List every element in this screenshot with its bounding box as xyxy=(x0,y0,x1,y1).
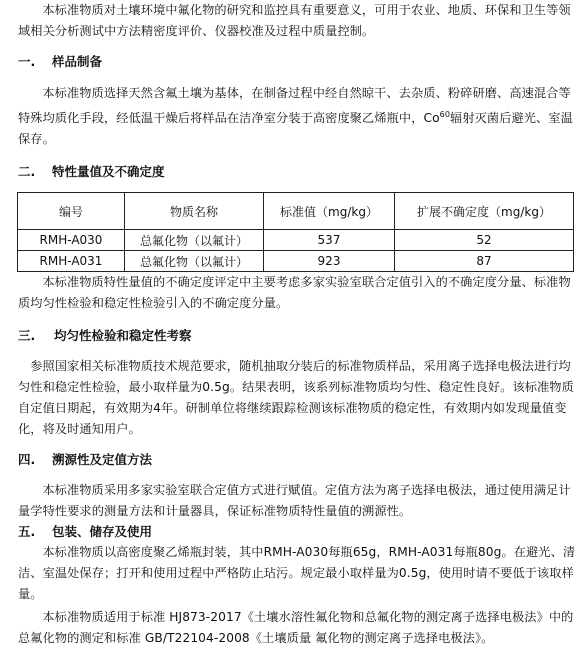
table-cell: 923 xyxy=(264,251,395,272)
section-number: 二. xyxy=(18,164,36,180)
section-heading-2 xyxy=(18,162,578,182)
table-cell: RMH-A031 xyxy=(18,251,125,272)
table-cell: 87 xyxy=(395,251,574,272)
table-header: 物质名称 xyxy=(125,193,264,230)
section-title: 溯源性及定值方法 xyxy=(52,452,153,468)
packaging-paragraph: 本标准物质以高密度聚乙烯瓶封装，其中RMH-A030每瓶65g，RMH-A031每瓶80g。在避光、清洁、室温处保存；打开和使用过程中严格防止玷污。规定最小取样量为0.5g，使用时请不要低于该取样量。 xyxy=(18,545,576,602)
table-cell: RMH-A030 xyxy=(18,230,125,251)
table-row xyxy=(18,251,574,272)
section-title: 特性量值及不确定度 xyxy=(52,164,165,180)
applicability-paragraph: 本标准物质适用于标准 HJ873-2017《土壤水溶性氟化物和总氟化物的测定离子选择电极法》中的总氟化物的测定和标准 GB/T22104-2008《土壤质量 氟化物的测定离子选择电极法》。 xyxy=(18,610,574,646)
section-title: 包装、储存及使用 xyxy=(52,524,153,540)
section-heading-3 xyxy=(18,326,578,346)
traceability-paragraph: 本标准物质采用多家实验室联合定值方式进行赋值。定值方法为离子选择电极法，通过使用满足计量学特性要求的测量方法和计量器具，保证标准物质特性量值的溯源性。 xyxy=(18,483,571,519)
section-heading-5 xyxy=(18,522,578,542)
intro-paragraph: 本标准物质对土壤环境中氟化物的研究和监控具有重要意义，可用于农业、地质、环保和卫生等领域相关分析测试中方法精密度评价、仪器校准及过程中质量控制。 xyxy=(18,3,571,38)
section-number: 一. xyxy=(18,54,36,69)
table-header: 标准值（mg/kg） xyxy=(264,193,395,230)
section-heading-4 xyxy=(18,450,578,470)
section-number: 三. xyxy=(18,328,36,344)
table-cell: 537 xyxy=(264,230,395,251)
table-row xyxy=(18,230,574,251)
table-cell: 总氟化物（以氟计） xyxy=(125,230,264,251)
section-title: 样品制备 xyxy=(52,54,103,69)
table-header-row xyxy=(18,193,574,230)
uncertainty-note: 本标准物质特性量值的不确定度评定中主要考虑多家实验室联合定值引入的不确定度分量、标准物质均匀性检验和稳定性检验引入的不确定度分量。 xyxy=(18,275,571,311)
isotope-superscript: 60 xyxy=(439,110,451,119)
certified-values-table xyxy=(17,192,574,272)
table-header: 编号 xyxy=(18,193,125,230)
section-heading-1 xyxy=(18,52,578,72)
section-number: 四. xyxy=(18,452,36,468)
section-title: 均匀性检验和稳定性考察 xyxy=(54,328,192,344)
sample-prep-paragraph: 本标准物质选择天然含氟土壤为基体，在制备过程中经自然晾干、去杂质、粉碎研磨、高速混合等特殊均质化手段，经低温干燥后将样品在洁净室分装于高密度聚乙烯瓶中，Co$^{60}$辐射灭菌后避光、室温保存。 xyxy=(18,86,573,147)
table-cell: 总氟化物（以氟计） xyxy=(125,251,264,272)
table-cell: 52 xyxy=(395,230,574,251)
section-number: 五. xyxy=(18,524,36,540)
table-header: 扩展不确定度（mg/kg） xyxy=(395,193,574,230)
homogeneity-paragraph: 参照国家相关标准物质技术规范要求，随机抽取分装后的标准物质样品，采用离子选择电极法进行均匀性和稳定性检验，最小取样量为0.5g。结果表明，该系列标准物质均匀性、稳定性良好。该标准物质自定值日期起，有效期为4年。研制单位将继续跟踪检测该标准物质的稳定性，有效期内如发现量值变化，将及时通知用户。 xyxy=(18,359,574,437)
